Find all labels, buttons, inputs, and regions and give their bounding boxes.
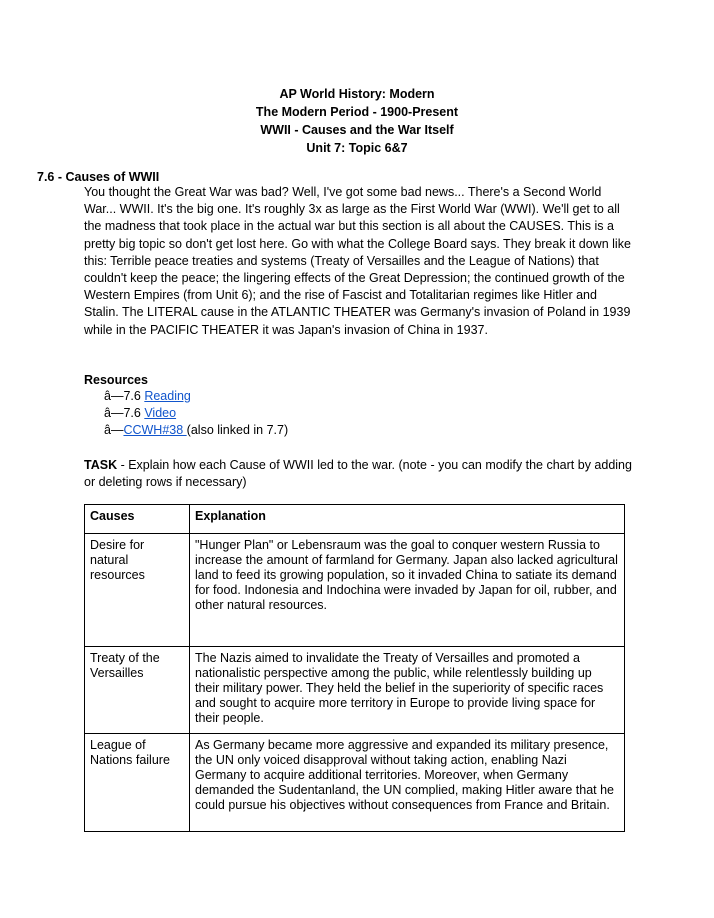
resources-list <box>104 388 288 439</box>
resource-item <box>104 422 288 439</box>
table-row <box>85 734 625 832</box>
bullet-icon: â— <box>104 389 124 403</box>
task-label: TASK <box>84 458 118 472</box>
explanation-cell[interactable]: As Germany became more aggressive and expanded its military presence, the UN only voiced disapproval without taking action, enabling Nazi Germany to acquire additional territories. Moreover, when Germany demanded the Sudentanland, the UN complied, making Hitler aware that he could pursue his objectives without consequences from France and Britain. <box>190 734 625 832</box>
causes-table <box>84 504 625 832</box>
unit-subject: WWII - Causes and the War Itself <box>260 123 454 137</box>
explanation-cell[interactable]: "Hunger Plan" or Lebensraum was the goal to conquer western Russia to increase the amount of farmland for Germany. Japan also lacked agricultural land to feed its growing population, so it invaded China to satiate its demand for food. Indonesia and Indochina were invaded by Japan for oil, rubber, and other natural resources. <box>190 534 625 647</box>
resource-suffix: (also linked in 7.7) <box>186 423 289 437</box>
section-title: 7.6 - Causes of WWII <box>37 170 160 184</box>
resources-heading: Resources <box>84 373 148 387</box>
task-text: - Explain how each Cause of WWII led to the war. (note - you can modify the chart by adding or deleting rows if necessary) <box>84 458 632 490</box>
cause-cell[interactable]: League of Nations failure <box>85 734 190 832</box>
table-row <box>85 647 625 734</box>
table-row <box>85 534 625 647</box>
bullet-icon: â— <box>104 423 124 437</box>
table-header-row <box>85 505 625 534</box>
cause-cell[interactable]: Desire for natural resources <box>85 534 190 647</box>
resource-item <box>104 388 288 405</box>
course-title: AP World History: Modern <box>279 87 435 101</box>
header-explanation: Explanation <box>190 505 625 534</box>
bullet-icon: â— <box>104 406 124 420</box>
period-title: The Modern Period - 1900-Present <box>255 105 459 119</box>
reading-link[interactable]: Reading <box>144 389 191 403</box>
ccwh-link[interactable]: CCWH#38 <box>123 423 187 437</box>
resource-item <box>104 405 288 422</box>
document-header <box>0 85 714 157</box>
resource-prefix: 7.6 <box>123 389 145 403</box>
header-causes: Causes <box>85 505 190 534</box>
video-link[interactable]: Video <box>144 406 177 420</box>
resource-prefix: 7.6 <box>123 406 145 420</box>
unit-topic: Unit 7: Topic 6&7 <box>306 141 408 155</box>
task-instructions <box>84 457 632 491</box>
cause-cell[interactable]: Treaty of the Versailles <box>85 647 190 734</box>
explanation-cell[interactable]: The Nazis aimed to invalidate the Treaty of Versailles and promoted a nationalistic perspective among the public, while relentlessly building up their military power. They held the belief in the superiority of specific races and sought to acquire more territory in Europe to provide living space for their people. <box>190 647 625 734</box>
intro-paragraph: You thought the Great War was bad? Well, I've got some bad news... There's a Second World War... WWII. It's the big one. It's roughly 3x as large as the First World War (WWI). We'll get to all the madness that took place in the actual war but this section is all about the CAUSES. This is a pretty big topic so don't get lost here. Go with what the College Board says. They break it down like this: Terrible peace treaties and systems (Treaty of Versailles and the League of Nations) that couldn't keep the peace; the lingering effects of the Great Depression; the continued growth of the Western Empires (from Unit 6); and the rise of Fascist and Totalitarian regimes like Hitler and Stalin. The LITERAL cause in the ATLANTIC THEATER was Germany's invasion of Poland in 1939 while in the PACIFIC THEATER it was Japan's invasion of China in 1937. <box>84 185 631 337</box>
